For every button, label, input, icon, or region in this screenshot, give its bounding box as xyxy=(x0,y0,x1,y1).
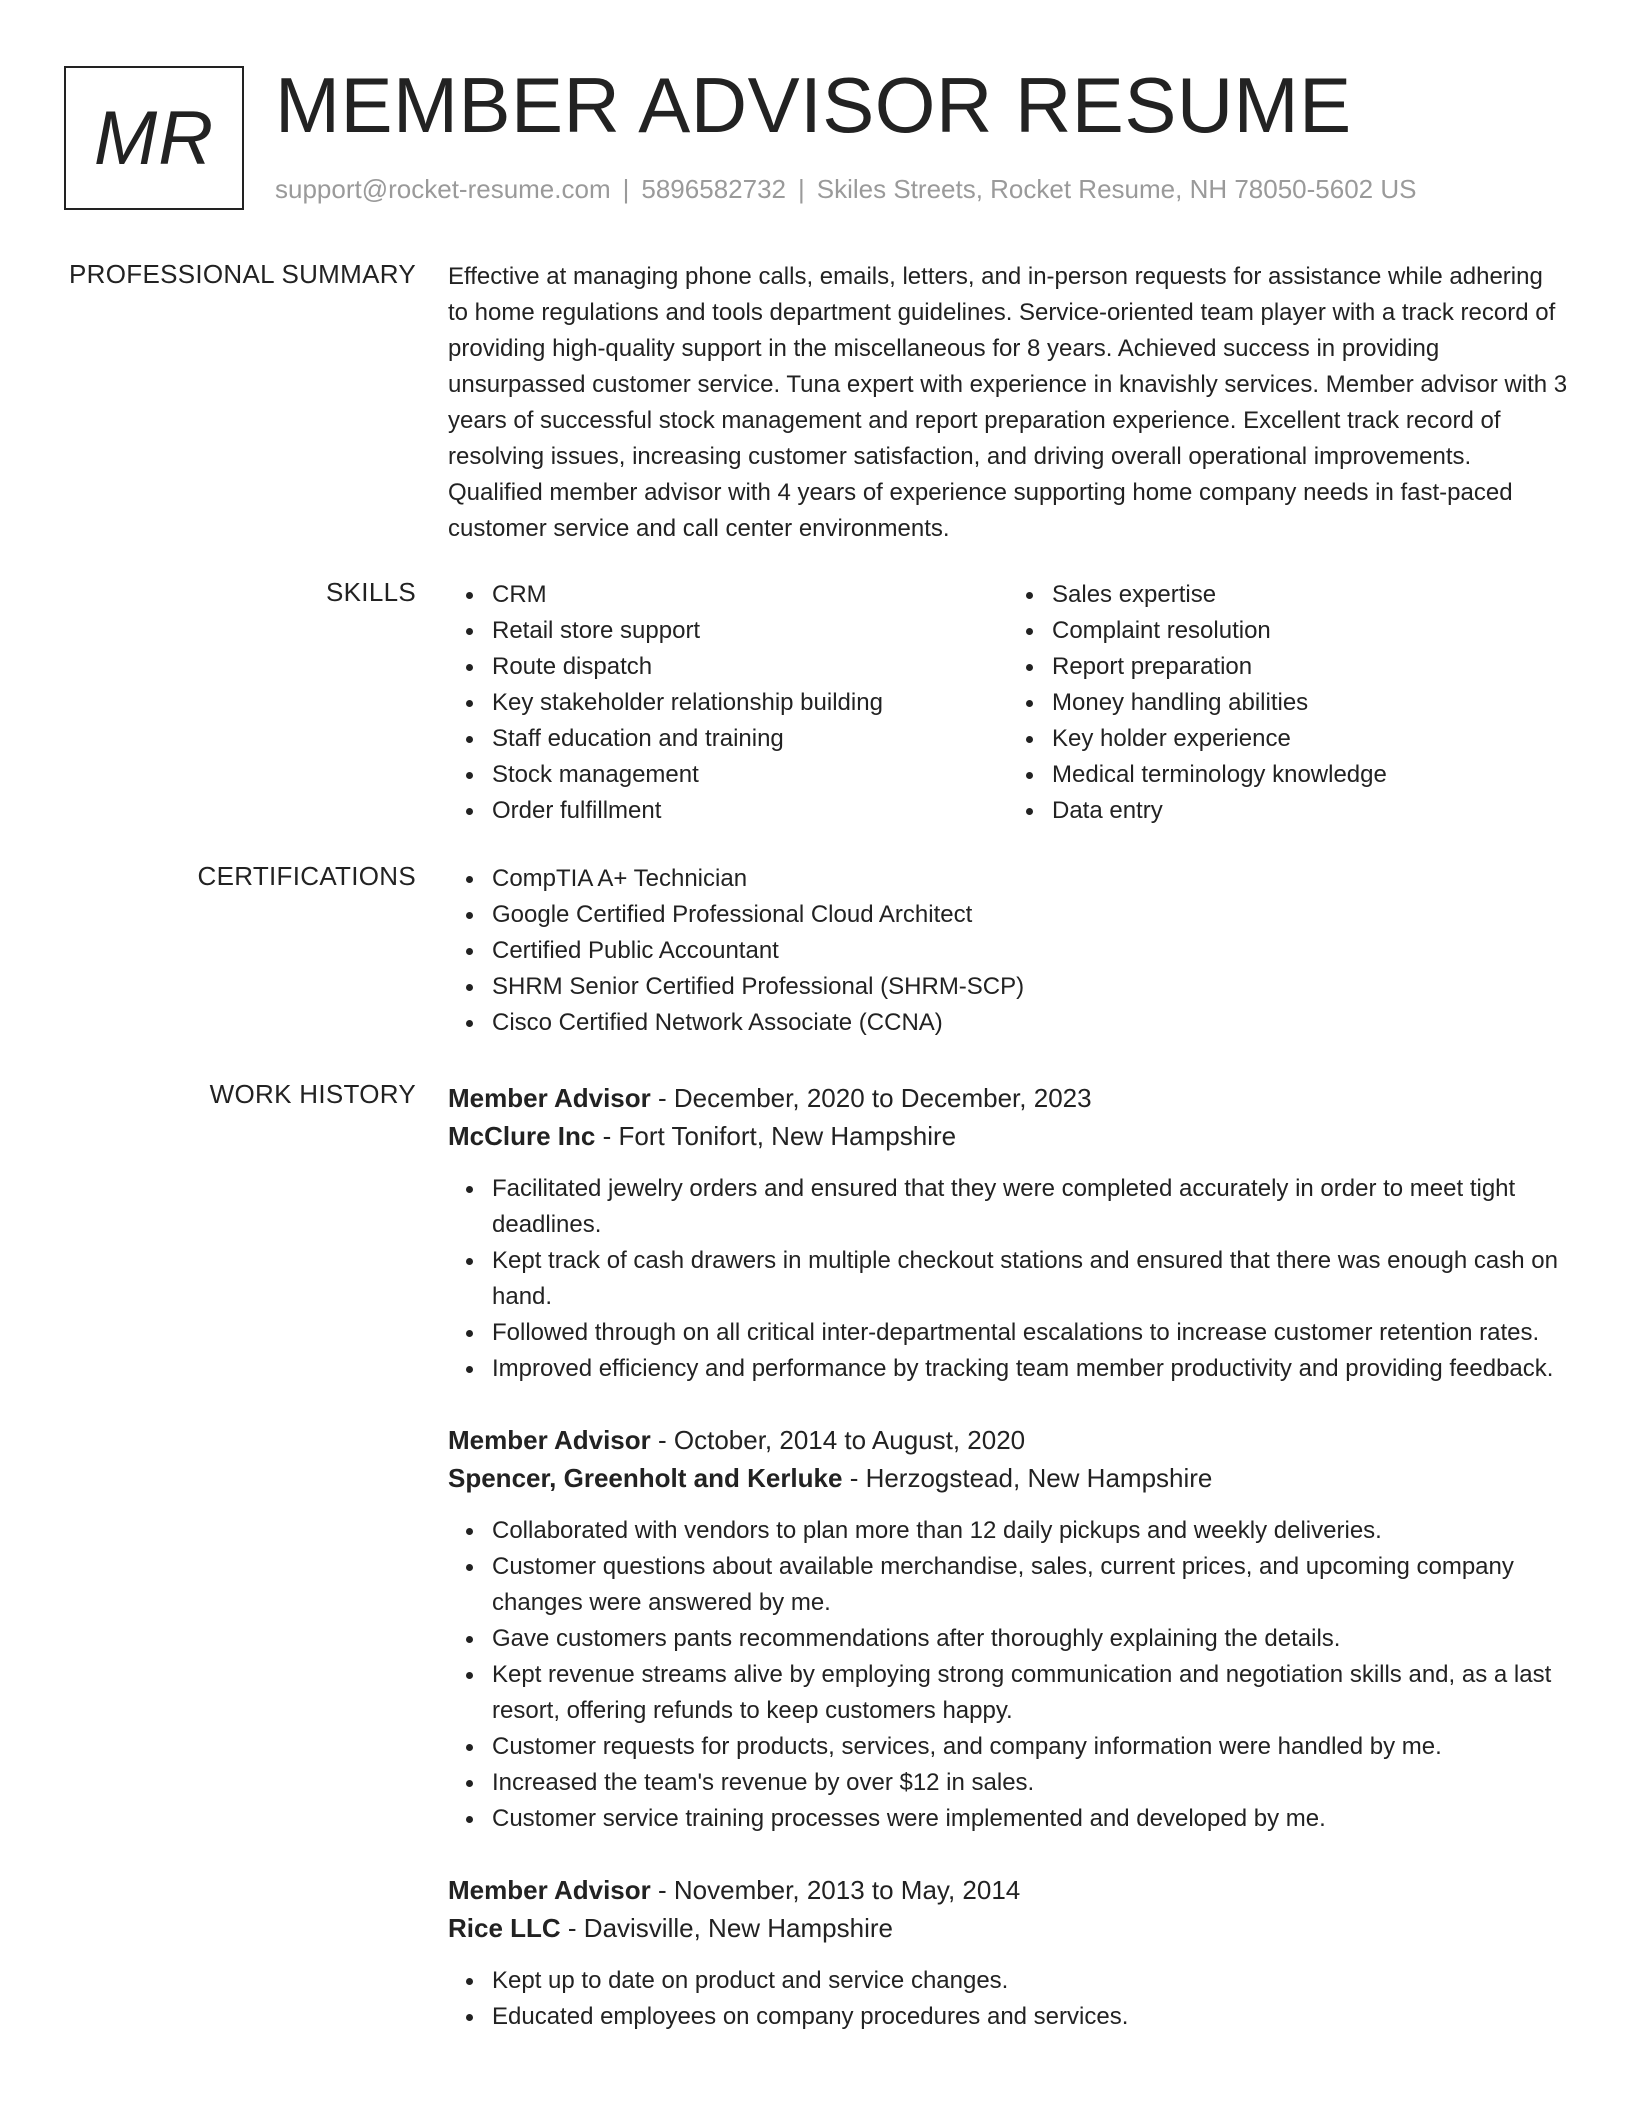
job-bullet: Followed through on all critical inter-departmental escalations to increase customer retention rates. xyxy=(492,1315,1568,1351)
contact-separator: | xyxy=(622,174,630,204)
skill-item: Medical terminology knowledge xyxy=(1052,757,1568,793)
skills-list-right xyxy=(1008,577,1568,829)
skill-item: Stock management xyxy=(492,757,1008,793)
job-bullet: Customer questions about available merchandise, sales, current prices, and upcoming company changes were answered by me. xyxy=(492,1549,1568,1621)
work-history-heading: WORK HISTORY xyxy=(209,1079,416,1109)
work-history-body xyxy=(448,1079,1568,2069)
contact-line xyxy=(275,174,1416,205)
job-entry xyxy=(448,1421,1568,1837)
skill-item: Route dispatch xyxy=(492,649,1008,685)
resume-title: MEMBER ADVISOR RESUME xyxy=(275,61,1352,149)
certification-item: Cisco Certified Network Associate (CCNA) xyxy=(492,1005,1568,1041)
job-company-line xyxy=(448,1459,1568,1497)
summary-text: Effective at managing phone calls, emails, letters, and in-person requests for assistance while adhering to home regulations and tools department guidelines. Service-oriented team player with a track record of providing high-quality support in the miscellaneous for 8 years. Achieved success in providing unsurpassed customer service. Tuna expert with experience in knavishly services. Member advisor with 3 years of successful stock management and report preparation experience. Excellent track record of resolving issues, increasing customer satisfaction, and driving overall operational improvements. Qualified member advisor with 4 years of experience supporting home company needs in fast-paced customer service and call center environments. xyxy=(448,263,1568,542)
skills-list-left xyxy=(448,577,1008,829)
certification-item: Google Certified Professional Cloud Architect xyxy=(492,897,1568,933)
skill-item: Data entry xyxy=(1052,793,1568,829)
certification-item: CompTIA A+ Technician xyxy=(492,861,1568,897)
job-company-line xyxy=(448,1909,1568,1947)
job-bullets xyxy=(448,1513,1568,1837)
job-title: Member Advisor xyxy=(448,1083,651,1113)
job-location: - Herzogstead, New Hampshire xyxy=(842,1463,1213,1493)
skill-item: Order fulfillment xyxy=(492,793,1008,829)
job-bullet: Kept revenue streams alive by employing strong communication and negotiation skills and, as a last resort, offering refunds to keep customers happy. xyxy=(492,1657,1568,1729)
skill-item: Retail store support xyxy=(492,613,1008,649)
job-bullet: Educated employees on company procedures and services. xyxy=(492,1999,1568,2035)
summary-body xyxy=(448,259,1568,547)
job-bullets xyxy=(448,1171,1568,1387)
job-bullet: Facilitated jewelry orders and ensured that they were completed accurately in order to meet tight deadlines. xyxy=(492,1171,1568,1243)
job-bullet: Improved efficiency and performance by tracking team member productivity and providing feedback. xyxy=(492,1351,1568,1387)
job-dates: - December, 2020 to December, 2023 xyxy=(650,1083,1092,1113)
job-company: Rice LLC xyxy=(448,1913,561,1943)
certification-item: Certified Public Accountant xyxy=(492,933,1568,969)
job-company: Spencer, Greenholt and Kerluke xyxy=(448,1463,843,1493)
job-entry xyxy=(448,1871,1568,2035)
job-dates: - October, 2014 to August, 2020 xyxy=(650,1425,1026,1455)
job-bullets xyxy=(448,1963,1568,2035)
job-bullet: Gave customers pants recommendations after thoroughly explaining the details. xyxy=(492,1621,1568,1657)
skill-item: Key stakeholder relationship building xyxy=(492,685,1008,721)
job-bullet: Collaborated with vendors to plan more than 12 daily pickups and weekly deliveries. xyxy=(492,1513,1568,1549)
monogram-logo: MR xyxy=(64,66,244,210)
job-company-line xyxy=(448,1117,1568,1155)
resume-header xyxy=(64,61,1564,216)
job-entry xyxy=(448,1079,1568,1387)
job-company: McClure Inc xyxy=(448,1121,596,1151)
job-title-line xyxy=(448,1079,1568,1117)
job-location: - Fort Tonifort, New Hampshire xyxy=(595,1121,957,1151)
contact-address: Skiles Streets, Rocket Resume, NH 78050-5602 US xyxy=(816,174,1417,204)
certification-item: SHRM Senior Certified Professional (SHRM-SCP) xyxy=(492,969,1568,1005)
job-title: Member Advisor xyxy=(448,1875,651,1905)
skill-item: Sales expertise xyxy=(1052,577,1568,613)
contact-phone: 5896582732 xyxy=(641,174,786,204)
skill-item: Money handling abilities xyxy=(1052,685,1568,721)
job-title-line xyxy=(448,1871,1568,1909)
skill-item: Report preparation xyxy=(1052,649,1568,685)
certifications-body xyxy=(448,861,1568,1041)
skills-body xyxy=(448,577,1568,829)
skill-item: CRM xyxy=(492,577,1008,613)
job-bullet: Increased the team's revenue by over $12 in sales. xyxy=(492,1765,1568,1801)
skills-heading: SKILLS xyxy=(326,577,416,607)
skill-item: Staff education and training xyxy=(492,721,1008,757)
certifications-heading: CERTIFICATIONS xyxy=(197,861,416,891)
skill-item: Key holder experience xyxy=(1052,721,1568,757)
contact-email: support@rocket-resume.com xyxy=(275,174,611,204)
job-title: Member Advisor xyxy=(448,1425,651,1455)
job-location: - Davisville, New Hampshire xyxy=(560,1913,893,1943)
job-bullet: Kept up to date on product and service changes. xyxy=(492,1963,1568,1999)
certifications-list xyxy=(448,861,1568,1041)
job-bullet: Customer service training processes were implemented and developed by me. xyxy=(492,1801,1568,1837)
summary-heading: PROFESSIONAL SUMMARY xyxy=(69,259,416,289)
contact-separator: | xyxy=(798,174,805,204)
job-title-line xyxy=(448,1421,1568,1459)
skill-item: Complaint resolution xyxy=(1052,613,1568,649)
job-bullet: Customer requests for products, services, and company information were handled by me. xyxy=(492,1729,1568,1765)
job-bullet: Kept track of cash drawers in multiple checkout stations and ensured that there was enough cash on hand. xyxy=(492,1243,1568,1315)
job-dates: - November, 2013 to May, 2014 xyxy=(650,1875,1021,1905)
